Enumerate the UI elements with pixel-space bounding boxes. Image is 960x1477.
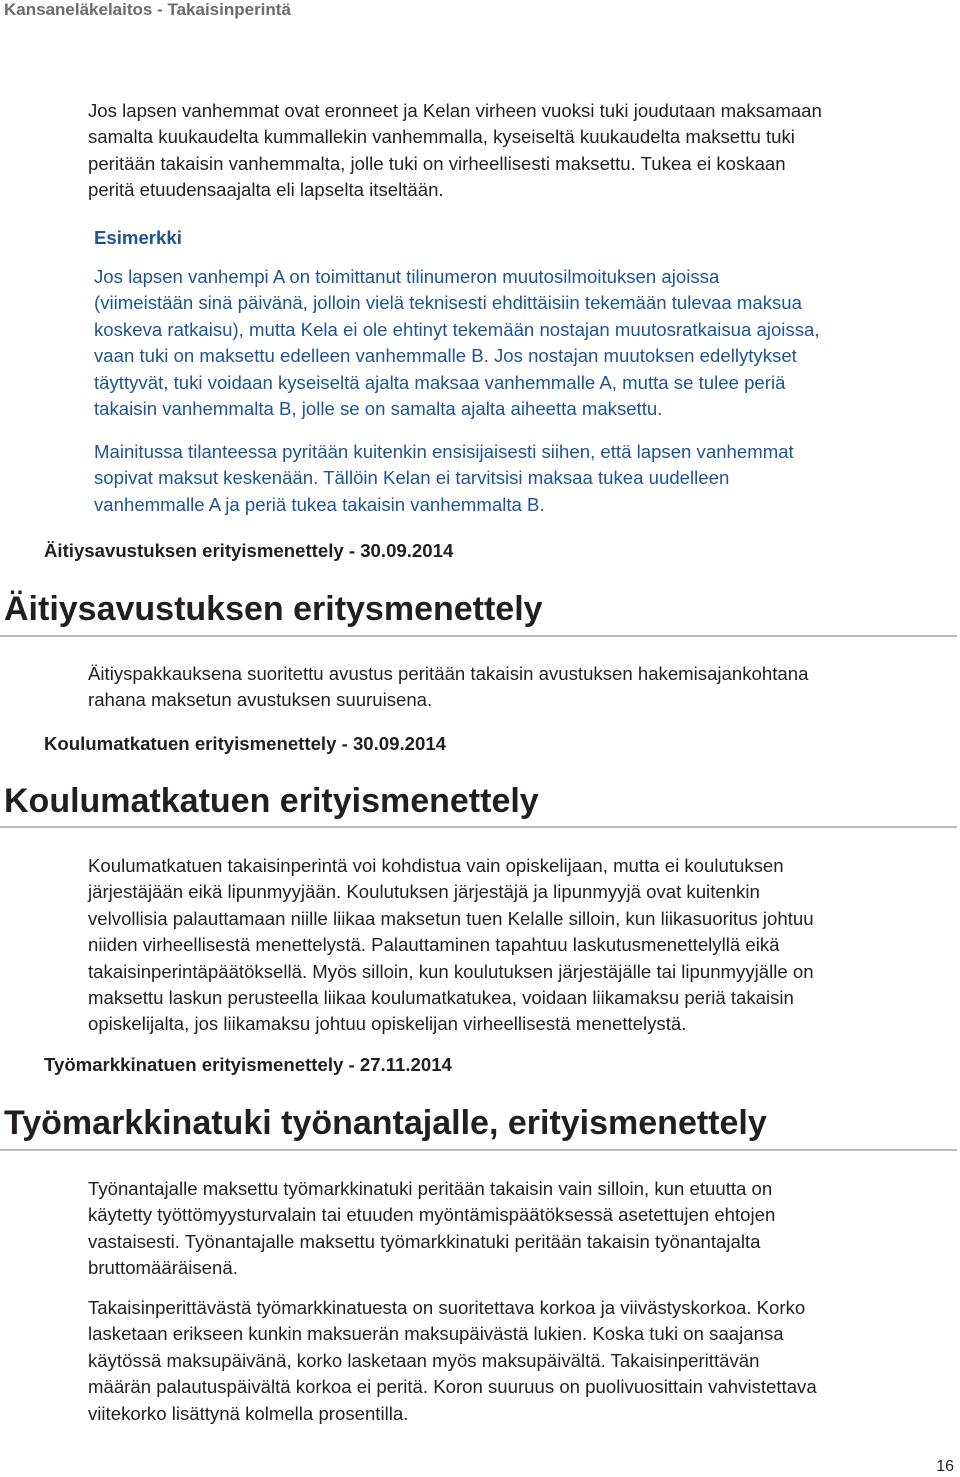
tyomarkkinatuki-paragraph-1 (88, 1176, 960, 1282)
text-line: peritä etuudensaajalta eli lapselta itseltään. (88, 179, 444, 201)
text-line: Äitiyspakkauksena suoritettu avustus peritään takaisin avustuksen hakemisajankohtana (88, 663, 809, 684)
text-line: koskeva ratkaisu), mutta Kela ei ole ehtinyt tekemään nostajan muutosratkaisua ajoissa, (94, 318, 820, 340)
section-subtitle-tyomarkkinatuki: Työmarkkinatuen erityismenettely - 27.11.2014 (44, 1054, 452, 1075)
tyomarkkinatuki-paragraph-2 (88, 1295, 960, 1427)
section-subtitle-koulumatkatuki: Koulumatkatuen erityismenettely - 30.09.2014 (44, 733, 446, 754)
running-header: Kansaneläkelaitos - Takaisinperintä (4, 0, 291, 19)
section-subtitle-aitiysavustus: Äitiysavustuksen erityismenettely - 30.09.2014 (44, 540, 454, 561)
text-line: täyttyvät, tuki voidaan kyseiseltä ajalta maksaa vanhemmalle A, mutta se tulee periä (94, 371, 786, 393)
text-line: Työnantajalle maksettu työmarkkinatuki peritään takaisin vain silloin, kun etuutta on (88, 1178, 773, 1199)
text-line: järjestäjään eikä lipunmyyjään. Koulutuksen järjestäjä ja lipunmyyjä ovat kuitenkin (88, 881, 760, 903)
text-line: peritään takaisin vanhemmalta, jolle tuki on virheellisesti maksettu. Tukea ei koskaan (88, 152, 786, 174)
text-line: (viimeistään sinä päivänä, jolloin vielä teknisesti ehdittäisiin tekemään tulevaa maksua (94, 292, 802, 314)
text-line: maksettu laskun perusteella liikaa koulumatkatukea, voidaan liikamaksu periä takaisin (88, 987, 794, 1009)
text-line: määrän palautuspäivältä korkoa ei peritä. Koron suuruus on puolivuosittain vahvistettava (88, 1376, 817, 1398)
section-heading-aitiysavustus: Äitiysavustuksen eritysmenettely (4, 590, 543, 628)
text-line: Takaisinperittävästä työmarkkinatuesta on suoritettava korkoa ja viivästyskorkoa. Korko (88, 1297, 806, 1318)
text-line: Mainitussa tilanteessa pyritään kuitenkin ensisijaisesti siihen, että lapsen vanhemmat (94, 441, 794, 462)
text-line: viitekorko lisättynä kolmella prosentilla. (88, 1402, 409, 1424)
text-line: Jos lapsen vanhempi A on toimittanut tilinumeron muutosilmoituksen ajoissa (94, 266, 720, 287)
text-line: lasketaan erikseen kunkin maksuerän maksupäivästä lukien. Koska tuki on saajansa (88, 1323, 784, 1345)
text-line: vaan tuki on maksettu edelleen vanhemmalle B. Jos nostajan muutoksen edellytykset (94, 345, 797, 367)
text-line: velvollisia palauttamaan niille liikaa maksetun tuen Kelalle silloin, kun liikasuoritus johtuu (88, 907, 814, 929)
text-line: takaisinperintäpäätöksellä. Myös silloin, kun koulutuksen järjestäjälle tai lipunmyyjälle on (88, 960, 814, 982)
text-line: takaisin vanhemmalta B, jolle se on samalta ajalta aiheetta maksettu. (94, 398, 663, 420)
text-line: sopivat maksut keskenään. Tällöin Kelan ei tarvitsisi maksaa tukea uudelleen (94, 467, 730, 489)
heading-rule (0, 635, 957, 637)
text-line: vastaisesti. Työnantajalle maksettu työmarkkinatuki peritään takaisin työnantajalta (88, 1230, 761, 1252)
text-line: bruttomääräisenä. (88, 1257, 238, 1279)
heading-rule (0, 826, 957, 828)
text-line: niiden virheellisestä menettelystä. Palauttaminen tapahtuu laskutusmenettelyllä eikä (88, 934, 780, 956)
text-line: samalta kuukaudelta kummallekin vanhemmalla, kyseiseltä kuukaudelta maksettu tuki (88, 126, 795, 148)
example-paragraph-1 (94, 264, 960, 422)
heading-rule (0, 1149, 957, 1151)
text-line: Koulumatkatuen takaisinperintä voi kohdistua vain opiskelijaan, mutta ei koulutuksen (88, 855, 784, 876)
koulumatkatuki-paragraph (88, 853, 960, 1038)
example-paragraph-2 (94, 439, 960, 518)
intro-paragraph (88, 98, 960, 204)
text-line: opiskelijalta, jos liikamaksu johtuu opiskelijan virheellisestä menettelystä. (88, 1013, 687, 1035)
example-title: Esimerkki (94, 227, 182, 248)
text-line: rahana maksetun avustuksen suuruisena. (88, 689, 433, 711)
section-heading-tyomarkkinatuki: Työmarkkinatuki työnantajalle, erityismenettely (4, 1104, 767, 1142)
page-number: 16 (936, 1458, 954, 1475)
text-line: käytetty työttömyysturvalain tai etuuden myöntämispäätöksessä asetettujen ehtojen (88, 1204, 776, 1226)
text-line: Jos lapsen vanhemmat ovat eronneet ja Kelan virheen vuoksi tuki joudutaan maksamaan (88, 100, 822, 121)
text-line: käytössä maksupäivänä, korko lasketaan myös maksupäivältä. Takaisinperittävän (88, 1349, 760, 1371)
text-line: vanhemmalle A ja periä tukea takaisin vanhemmalta B. (94, 493, 545, 515)
aitiysavustus-paragraph (88, 661, 960, 714)
section-heading-koulumatkatuki: Koulumatkatuen erityismenettely (4, 782, 539, 820)
